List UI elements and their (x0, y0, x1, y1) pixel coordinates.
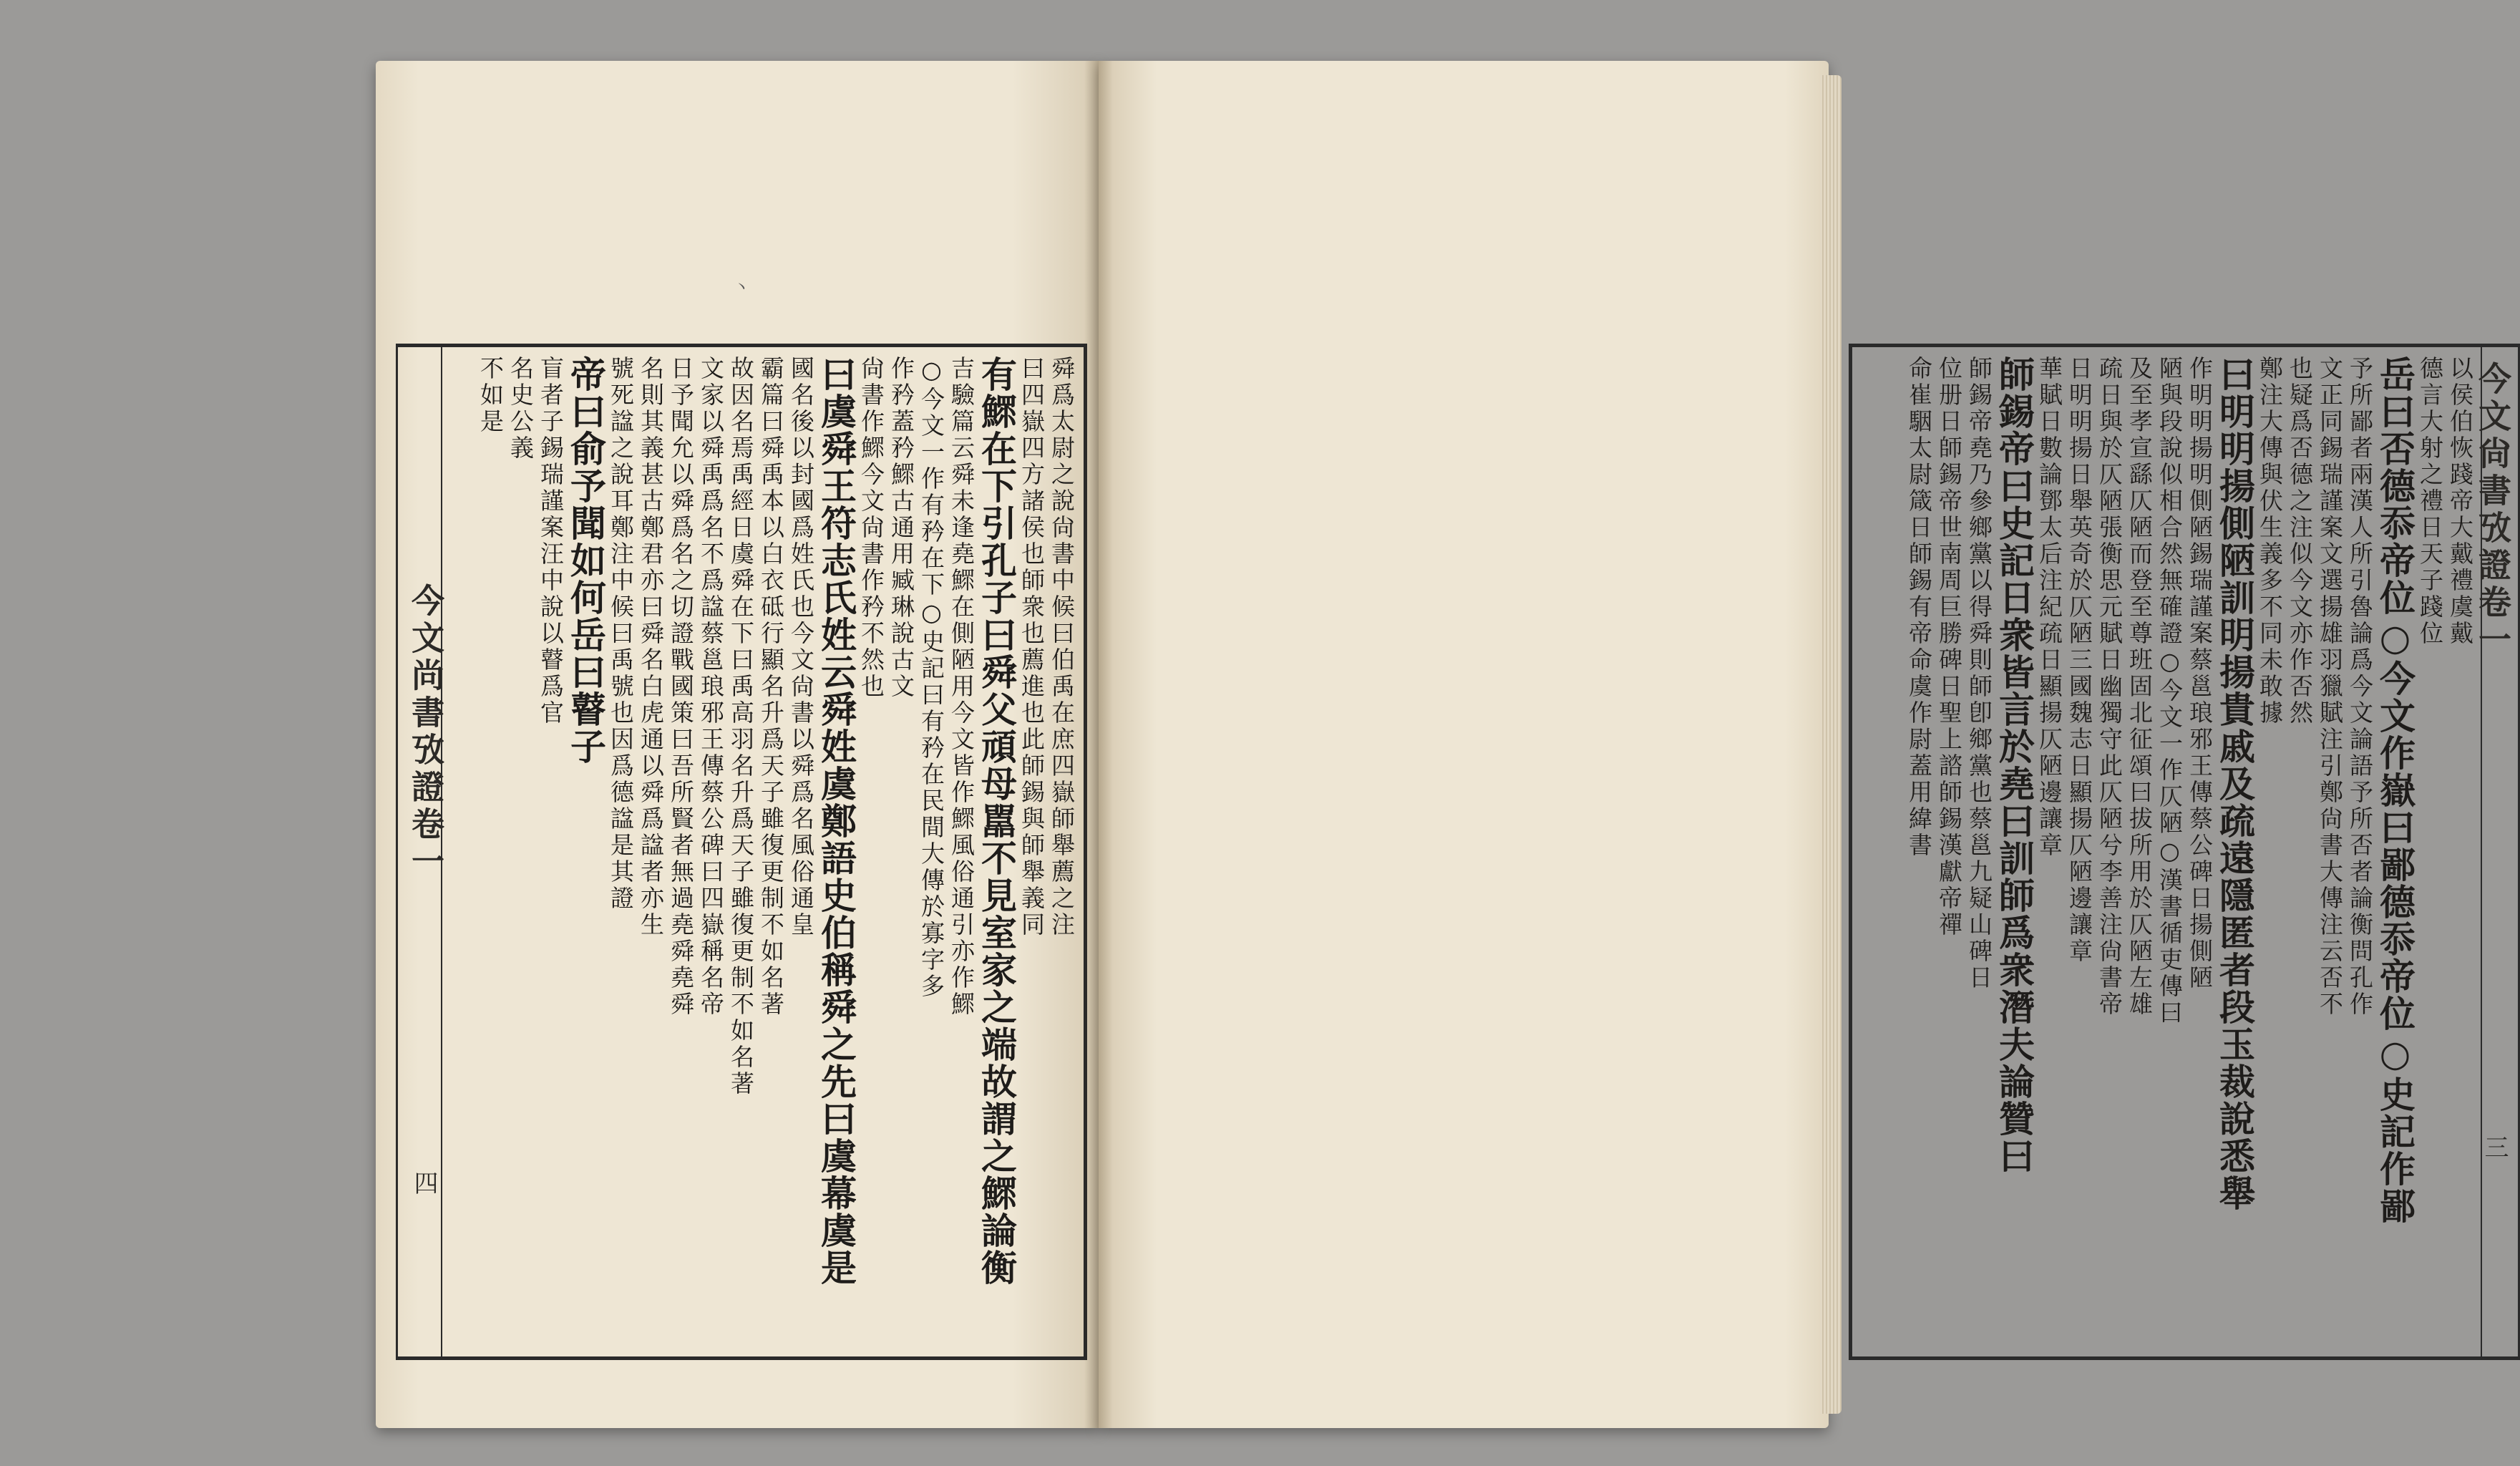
ink-mark: 丶 (734, 279, 750, 297)
text-column: 名史公義 (507, 356, 535, 462)
book-gutter (1084, 61, 1113, 1428)
page-edges (1820, 75, 1842, 1414)
right-page (1099, 61, 2512, 1428)
text-column: 以侯伯恢踐帝大戴禮虞戴 (2446, 356, 2474, 647)
text-column: 作矜蓋矜鰥古通用臧琳說古文 (887, 356, 915, 700)
text-column: 作明明揚明側陋錫瑞謹案蔡邕琅邪王傳蔡公碑日揚側陋 (2186, 356, 2214, 991)
text-column: 盲者子錫瑞謹案汪中說以瞽爲官 (537, 356, 565, 727)
left-folio: 四 (409, 1170, 438, 1195)
right-text-frame (1849, 344, 2520, 1360)
text-column: 舜爲太尉之說尙書中候曰伯禹在庶四嶽師舉薦之注 (1048, 356, 1076, 938)
text-column: 帝曰俞予聞如何岳曰瞽子 (565, 356, 607, 765)
text-column: 號死諡之說耳鄭注中候曰禹號也因爲德諡是其證 (607, 356, 635, 912)
text-column: 日予聞允以舜爲名之切證戰國策曰吾所賢者無過堯舜堯舜 (667, 356, 695, 1018)
text-column: 日明明揚日舉英奇於仄陋三國魏志日顯揚仄陋邊讓章 (2066, 356, 2093, 965)
text-column: 德言大射之禮日天子踐位 (2416, 356, 2444, 647)
text-column: 予所鄙者兩漢人所引魯論爲今文論語予所否者論衡問孔作 (2346, 356, 2374, 1018)
right-side-title: 今文尙書攷證卷一 (2473, 361, 2512, 659)
text-column: 文家以舜禹爲名不爲諡蔡邕琅邪王傳蔡公碑曰四嶽稱名帝 (697, 356, 725, 1018)
left-side-title: 今文尚書攷證卷一 (407, 583, 445, 881)
text-column: 尙書作鰥今文尙書作矜不然也 (857, 356, 885, 700)
text-column: 位册日師錫帝世南周巨勝碑日聖上諮師錫漢獻帝禪 (1935, 356, 1963, 938)
text-column: 及至孝宣繇仄陋而登至尊班固北征頌曰拔所用於仄陋左雄 (2126, 356, 2154, 1018)
text-column: 岳曰否德忝帝位○今文作嶽曰鄙德忝帝位○史記作鄙 (2374, 356, 2416, 1225)
text-column: 不如是 (477, 356, 505, 435)
text-column: 命崔駰太尉箴日師錫有帝命虞作尉蓋用緯書 (1905, 356, 1933, 859)
text-column: 華賦日數論鄧太后注紀疏日顯揚仄陋邊讓章 (2035, 356, 2063, 859)
text-column: 師錫帝堯乃參鄉黨以得舜則師卽鄉黨也蔡邕九疑山碑日 (1965, 356, 1993, 991)
text-column: 文正同錫瑞謹案文選揚雄羽獵賦注引鄭尙書大傳注云否不 (2316, 356, 2344, 1018)
open-book (376, 61, 2512, 1428)
text-column: 疏日與於仄陋張衡思元賦日幽獨守此仄陋兮李善注尙書帝 (2096, 356, 2123, 1018)
text-column: 有鰥在下引孔子曰舜父頑母嚚不見室家之端故謂之鰥論衡 (976, 356, 1018, 1286)
text-column: 故因名焉禹經日虞舜在下曰禹高羽名升爲天子雖復更制不如名著 (727, 356, 755, 1097)
text-column: 也疑爲否德之注似今文亦作否然 (2286, 356, 2314, 727)
right-text-columns (1859, 356, 2475, 1348)
text-column: 曰四嶽四方諸侯也師衆也薦進也此師錫與師舉義同 (1018, 356, 1046, 938)
text-column: 霸篇曰舜禹本以白衣砥行顯名升爲天子雖復更制不如名著 (757, 356, 785, 1018)
text-column: 名則其義甚古鄭君亦曰舜名白虎通以舜爲諡者亦生 (637, 356, 665, 938)
text-column: 陋與段說似相合然無確證○今文一作仄陋○漢書循吏傳曰 (2156, 356, 2184, 1026)
text-column: 鄭注大傳與伏生義多不同未敢據 (2256, 356, 2284, 727)
right-folio: 三 (2480, 1135, 2509, 1159)
left-text-columns (455, 356, 1076, 1348)
left-page (376, 61, 1099, 1428)
text-column: 國名後以封國爲姓氏也今文尙書以舜爲名風俗通皇 (787, 356, 815, 938)
text-column: ○今文一作有矜在下○史記曰有矜在民間大傳於寡字多 (918, 356, 945, 1000)
left-text-frame (396, 344, 1087, 1360)
text-column: 師錫帝曰史記日衆皆言於堯曰訓師爲衆潛夫論贊曰 (1993, 356, 2035, 1175)
text-column: 曰虞舜王符志氏姓云舜姓虞鄭語史伯稱舜之先曰虞幕虞是 (815, 356, 857, 1286)
text-column: 曰明明揚側陋訓明揚貴戚及疏遠隱匿者段玉裁說悉舉 (2214, 356, 2256, 1212)
text-column: 吉驗篇云舜未逢堯鰥在側陋用今文皆作鰥風俗通引亦作鰥 (948, 356, 976, 1018)
